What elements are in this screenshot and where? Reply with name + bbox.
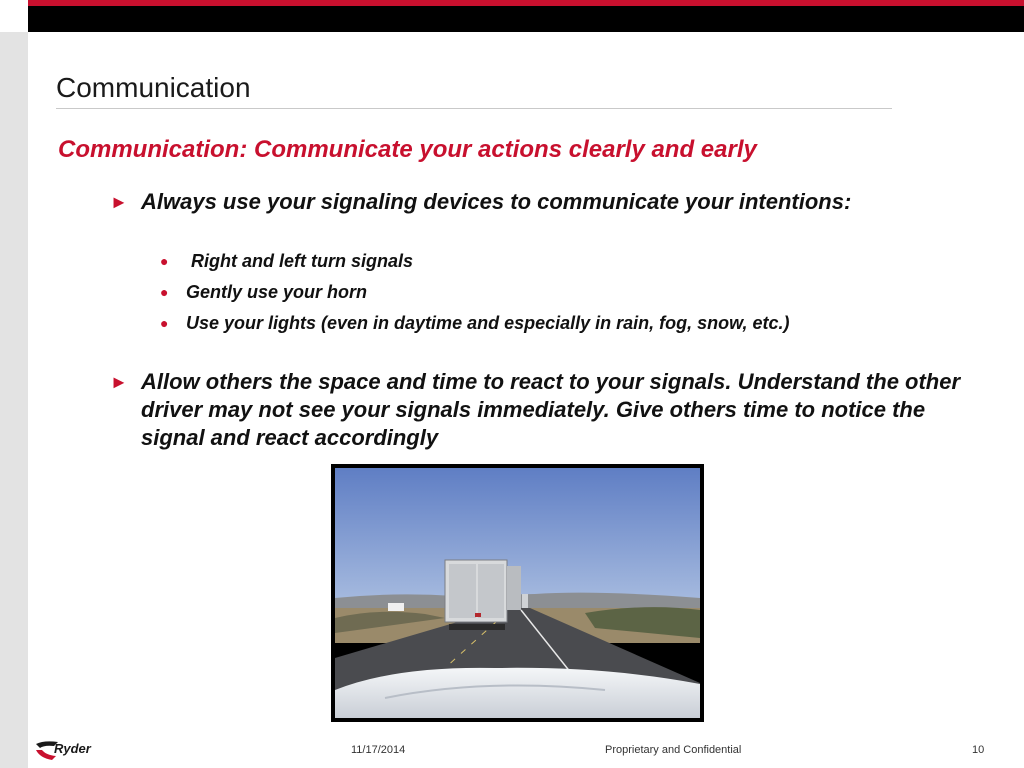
sub-bullet-text: Gently use your horn bbox=[186, 282, 368, 302]
bullet-text: Always use your signaling devices to communicate your intentions: bbox=[141, 189, 852, 214]
footer-confidential: Proprietary and Confidential bbox=[605, 744, 742, 756]
header-black-bar bbox=[28, 6, 1024, 32]
ryder-logo bbox=[34, 736, 114, 766]
red-dot-icon: ● bbox=[160, 315, 169, 331]
ryder-logo-text: Ryder bbox=[54, 741, 91, 756]
highway-photo-illustration bbox=[335, 468, 700, 718]
sub-bullet-text: Right and left turn signals bbox=[186, 251, 414, 271]
slide-subtitle: Communication: Communicate your actions clearly and early bbox=[58, 136, 757, 163]
highway-trucks-photo bbox=[331, 464, 704, 722]
red-dot-icon: ● bbox=[160, 253, 169, 269]
bullet-text: Allow others the space and time to react to your signals. Understand the other driver may not see your signals immediately. Give others time to notice the signal and react accordingly bbox=[141, 369, 961, 450]
left-side-band bbox=[0, 32, 28, 768]
sub-bullet-text: Use your lights (even in daytime and especially in rain, fog, snow, etc.) bbox=[186, 313, 790, 333]
slide-title: Communication bbox=[56, 72, 251, 103]
red-triangle-arrow-icon: ► bbox=[110, 192, 128, 212]
footer-date: 11/17/2014 bbox=[351, 744, 406, 756]
red-dot-icon: ● bbox=[160, 284, 169, 300]
footer-page-number: 10 bbox=[972, 744, 985, 756]
title-divider bbox=[56, 108, 892, 109]
red-triangle-arrow-icon: ► bbox=[110, 372, 128, 392]
